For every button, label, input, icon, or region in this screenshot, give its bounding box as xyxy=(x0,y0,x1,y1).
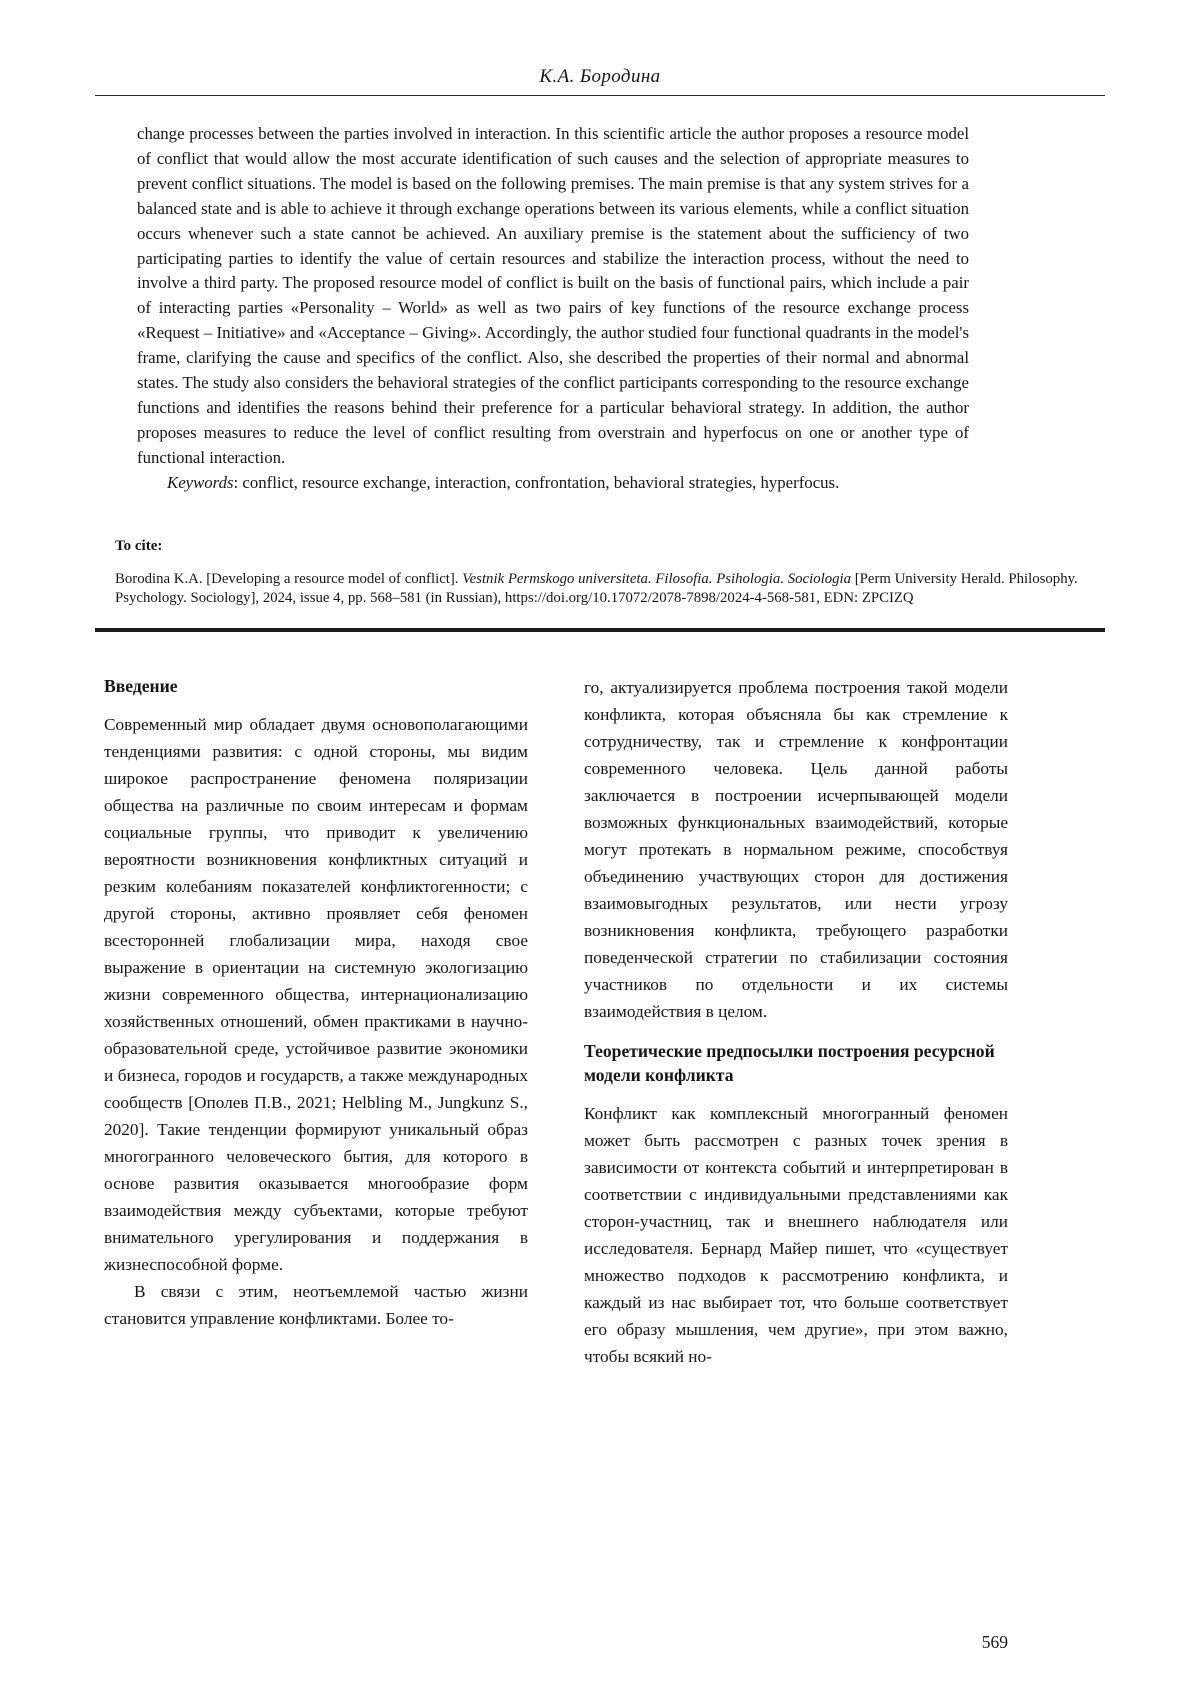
section-heading-introduction: Введение xyxy=(104,675,178,696)
body-paragraph: го, актуализируется проблема построения такой модели конфликта, которая объясняла бы как стремление к сотрудничеству, так и стремление к конфронтации современного человека. Цель данной работы заключается в построении исчерпывающей модели возможных функциональных взаимодействий, которые могут протекать в нормальном режиме, способствуя объединению участвующих сторон для достижения взаимовыгодных результатов, или нести угрозу возникновения конфликта, требующего разработки поведенческой стратегии по стабилизации состояния участников по отдельности и их системы взаимодействия в целом. xyxy=(584,677,1008,1021)
body-columns xyxy=(104,674,1008,1370)
left-column xyxy=(104,674,528,1370)
to-cite-label: To cite: xyxy=(115,537,163,554)
citation-issue-doi: [Perm University Herald. Philosophy. Psychology. Sociology], 2024, issue 4, pp. 568–581 (in Russian), https://doi.org/10.17072/2078-7898/2024-4-568-581, EDN: ZPCIZQ xyxy=(115,570,1078,607)
citation-journal-title: Vestnik Permskogo universiteta. Filosofia. Psihologia. Sociologia xyxy=(462,570,852,587)
citation-authors-title: Borodina K.A. [Developing a resource model of conflict]. xyxy=(115,570,463,587)
keywords-label: Keywords xyxy=(167,472,234,492)
header-rule xyxy=(95,95,1105,96)
section-heading-theory: Теоретические предпосылки построения ресурсной модели конфликта xyxy=(584,1040,995,1085)
body-paragraph: Современный мир обладает двумя основополагающими тенденциями развития: с одной стороны, мы видим широкое распространение феномена поляризации общества на различные по своим интересам и формам социальные группы, что приводит к увеличению вероятности возникновения конфликтных ситуаций и резким колебаниям показателей конфликтогенности; с другой стороны, активно проявляет себя феномен всесторонней глобализации мира, находя свое выражение в ориентации на системную экологизацию жизни современного общества, интернационализацию хозяйственных отношений, обмен практиками в научно-образовательной среде, устойчивое развитие экономики и бизнеса, городов и государств, а также международных сообществ [Ополев П.В., 2021; Helbling M., Jungkunz S., 2020]. Такие тенденции формируют уникальный образ многогранного человеческого бытия, для которого в основе развития оказывается многообразие форм взаимодействия между субъектами, которые требуют внимательного урегулирования и поддержания в жизнеспособной форме. xyxy=(104,714,528,1274)
running-head-author: К.А. Бородина xyxy=(539,66,661,87)
citation-text xyxy=(115,570,1093,609)
keywords-line xyxy=(137,471,969,496)
citation-section xyxy=(115,538,1093,609)
body-paragraph: Конфликт как комплексный многогранный феномен может быть рассмотрен с разных точек зрения в зависимости от контекста событий и интерпретирован в соответствии с индивидуальными представлениями как сторон-участниц, так и внешнего наблюдателя или исследователя. Бернард Майер пишет, что «существует множество подходов к рассмотрению конфликта, и каждый из нас выбирает тот, что больше соответствует его образу мышления, чем другие», при этом важно, чтобы всякий но- xyxy=(584,1103,1008,1366)
abstract-section xyxy=(137,122,969,496)
abstract-text: change processes between the parties involved in interaction. In this scientific article the author proposes a resource model of conflict that would allow the most accurate identification of such causes and the selection of appropriate measures to prevent conflict situations. The model is based on the following premises. The main premise is that any system strives for a balanced state and is able to achieve it through exchange operations between its various elements, while a conflict situation occurs whenever such a state cannot be achieved. An auxiliary premise is the statement about the sufficiency of two participating parties to identify the value of certain resources and stabilize the interaction process, without the need to involve a third party. The proposed resource model of conflict is built on the basis of functional pairs, which include a pair of interacting parties «Personality – World» as well as two pairs of key functions of the resource exchange process «Request – Initiative» and «Acceptance – Giving». Accordingly, the author studied four functional quadrants in the model's frame, clarifying the cause and specifics of the conflict. Also, she described the properties of their normal and abnormal states. The study also considers the behavioral strategies of the conflict participants corresponding to the resource exchange functions and identifies the reasons behind their preference for a particular behavioral strategy. In addition, the author proposes measures to reduce the level of conflict resulting from overstrain and hyperfocus on one or another type of functional interaction. xyxy=(137,124,969,467)
keywords-list: : conflict, resource exchange, interaction, confrontation, behavioral strategies, hyperfocus. xyxy=(233,472,840,492)
right-column xyxy=(584,674,1008,1370)
section-divider-rule xyxy=(95,628,1105,632)
page-number: 569 xyxy=(981,1632,1008,1652)
page-header xyxy=(0,0,1200,96)
body-paragraph: В связи с этим, неотъемлемой частью жизни становится управление конфликтами. Более то- xyxy=(104,1281,528,1328)
